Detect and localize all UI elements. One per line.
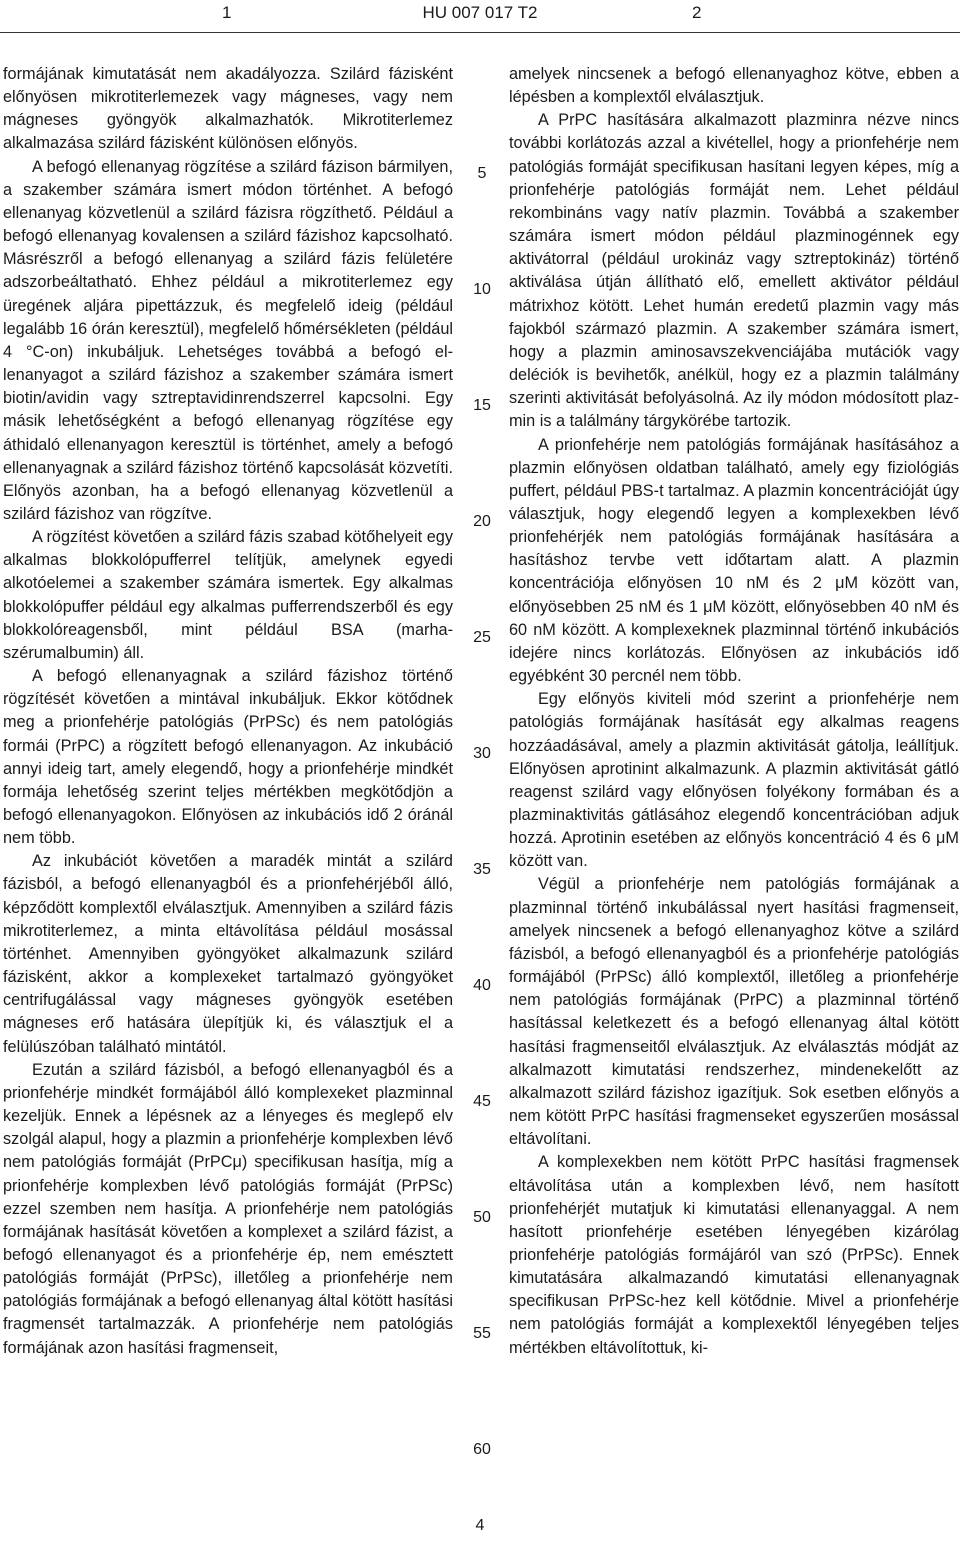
left-paragraph-1: formájának kimutatását nem akadályozza. Szilárd fázisként előnyösen mikrotiterlemezek vagy mágneses, vagy nem mágneses gyöngyök alkalmazhatók. Mikrotiterlemez alkalmazása szilárd fázisként különösen előnyös. xyxy=(3,65,453,153)
right-paragraph-3: A prionfehérje nem patológiás formájának hasításához a plazmin előnyösen oldatban található, amely egy fiziológiás puffert, például PBS-t tartalmaz. A plazmin koncentrációját úgy választjuk, hogy elegendő legyen a komplexekben lévő prionfehérjék nem patológiás formájának hasítására a hasításhoz tervbe vett időtartam alatt. A plazmin koncentrációja előnyösen 10 nM és 2 μM között van, előnyösebben 25 nM és 1 μM között, előnyösebben 40 nM és 60 nM között. A komplexeknek plazminnal történő inkubációs idejére nincs korlátozás. Előnyösen az inkubációs idő egyébként 30 percnél nem több. xyxy=(509,435,959,686)
header-doc-id: HU 007 017 T2 xyxy=(422,3,538,22)
line-number: 45 xyxy=(473,1093,491,1110)
header-page-right: 2 xyxy=(692,3,702,22)
line-number: 55 xyxy=(473,1325,491,1342)
line-number: 10 xyxy=(473,281,491,298)
left-paragraph-6: Ezután a szilárd fázisból, a befogó ellenanyagból és a prionfehérje mindkét formájából álló komplexeket plazminnal kezeljük. Ennek a lépésnek az a lényeges és meglepő elv szolgál alapul, hogy a plazmin a prionfehérje komplexben lévő nem patológiás formáját (PrPCμ) specifikusan hasítja, míg a prionfehérje komplexben lévő patológiás formáját (PrPSc) ezzel szemben nem hasítja. A prionfehérje nem patológiás formájának hasítását követően a komplexet a szilárd fázist, a befogó ellenanyagot és a prionfehérje ép, nem emésztett patológiás formáját (PrPSc), illetőleg a prionfehérje nem patológiás formájának a befogó ellenanyag által kötött hasítási fragmensét tartalmazzák. A prionfehérje nem patológiás formájának azon hasítási fragmenseit, xyxy=(3,1060,453,1357)
header-page-left: 1 xyxy=(222,3,232,22)
line-number: 60 xyxy=(473,1441,491,1458)
left-column xyxy=(3,63,453,1360)
right-column xyxy=(509,63,959,1360)
header-rule xyxy=(0,32,960,33)
left-paragraph-4: A befogó ellenanyagnak a szilárd fázishoz történő rögzítését követően a mintával inkubáljuk. Ekkor kötődnek meg a prionfehérje patológiás (PrPSc) és nem patológiás formái (PrPC) a rögzített befogó ellenanyagon. Az inkubáció annyi ideig tart, amely elegendő, hogy a prionfehérje mindkét formája lehetőség szerint teljes mértékben megkötődjön a befogó ellenanyagokon. Előnyösen az inkubációs idő 2 óránál nem több. xyxy=(3,667,453,848)
left-paragraph-2: A befogó ellenanyag rögzítése a szilárd fázison bármilyen, a szakember számára ismert módon történhet. A befogó ellenanyag közvetlenül a szilárd fázisra rögzíthető. Például a befogó ellenanyag kovalensen a szilárd fázishoz kapcsolható. Másrészről a befogó ellenanyag a szilárd fázis felületére adszorbeáltatható. Ehhez például a mikrotiterlemez egy üregének aljára pipettázzuk, és megfelelő ideig (például legalább 16 órán keresztül), megfelelő hőmérsékleten (például 4 °C-on) inkubáljuk. Lehetséges továbbá a befogó ellenanyagot a szilárd fázishoz a szakember számára ismert biotin/avidin vagy sztreptavidinrendszerrel kapcsolni. Egy másik lehetőségként a befogó ellenanyag rögzítése egy áthidaló ellenanyagon keresztül is történhet, amely a befogó ellenanyagnak a szilárd fázishoz történő kapcsolását közvetíti. Előnyös azonban, ha a befogó ellenanyag közvetlenül a szilárd fázishoz van rögzítve. xyxy=(3,157,453,523)
line-number: 40 xyxy=(473,977,491,994)
line-number: 5 xyxy=(477,165,487,182)
left-paragraph-3: A rögzítést követően a szilárd fázis szabad kötőhelyeit egy alkalmas blokkolópufferrel telítjük, amelynek egyedi alkotóelemei a szakember számára ismertek. Egy alkalmas blokkolópuffer például egy alkalmas pufferrendszerből és egy blokkolóreagensből, mint például BSA (marha-szérumalbumin) áll. xyxy=(3,528,453,662)
left-paragraph-5: Az inkubációt követően a maradék mintát a szilárd fázisból, a befogó ellenanyagból és a prionfehérjéből álló, képződött komplextől elválasztjuk. Amennyiben a szilárd fázis mikrotiterlemez, a minta eltávolítása például mosással történhet. Amennyiben gyöngyöket alkalmazunk szilárd fázisként, akkor a komplexeket tartalmazó gyöngyöket centrifugálással vagy mágneses gyöngyök esetében mágneses erő hatására ülepítjük ki, és választjuk el a felülúszóban található mintától. xyxy=(3,852,453,1056)
right-paragraph-6: A komplexekben nem kötött PrPC hasítási fragmensek eltávolítása után a komplexben lévő, nem hasított prionfehérjét mutatjuk ki kimutatási ellenanyaggal. A nem hasított prionfehérje esetében lényegében kizárólag prionfehérje patológiás formájáról van szó (PrPSc). Ennek kimutatására alkalmazandó kimutatási ellenanyagnak specifikusan PrPSc-hez kell kötődnie. Mivel a prionfehérje nem patológiás formáját a komplexektől lényegében teljes mértékben eltávolítottuk, ki- xyxy=(509,1153,959,1357)
line-number: 50 xyxy=(473,1209,491,1226)
line-number: 20 xyxy=(473,513,491,530)
right-paragraph-4: Egy előnyös kiviteli mód szerint a prionfehérje nem patológiás formájának hasítását egy alkalmas reagens hozzáadásával, amely a plazmin aktivitását gátolja, leállítjuk. Előnyösen aprotinint alkalmazunk. A plazmin aktivitását gátló reagenst szilárd vagy előnyösen folyékony formában és a plazminaktivitás gátlásához elegendő koncentrációban adjuk hozzá. Aprotinin esetében az előnyös koncentráció 4 és 6 μM között van. xyxy=(509,690,959,871)
footer-page-number: 4 xyxy=(475,1517,485,1534)
right-paragraph-5: Végül a prionfehérje nem patológiás formájának a plazminnal történő inkubálással nyert hasítási fragmenseit, amelyek nincsenek a befogó ellenanyaghoz kötve a szilárd fázisból, a befogó ellenanyagból és a prionfehérje patológiás formájából (PrPSc) álló komplextől, illetőleg a prionfehérje nem patológiás formájának (PrPC) a plazminnal történő hasítással keletkezett és a befogó ellenanyag által kötött hasítási fragmenseitől elválasztjuk. Az elválasztás módját az alkalmazott kimutatási rendszerhez, mindenekelőtt az alkalmazott szilárd fázishoz igazítjuk. Sok esetben előnyös a nem kötött PrPC hasítási fragmenseket egyszerűen mosással eltávolítani. xyxy=(509,875,959,1149)
right-paragraph-1: amelyek nincsenek a befogó ellenanyaghoz kötve, ebben a lépésben a komplextől elválasztjuk. xyxy=(509,65,959,107)
line-number: 25 xyxy=(473,629,491,646)
line-number: 15 xyxy=(473,397,491,414)
line-number: 30 xyxy=(473,745,491,762)
right-paragraph-2: A PrPC hasítására alkalmazott plazminra nézve nincs további korlátozás azzal a kivétellel, hogy a prionfehérje nem patológiás formáját specifikusan hasítani legyen képes, míg a prionfehérje patológiás formáját nem. Lehet például rekombináns vagy natív plazmin. Továbbá a szakember számára ismert módon például plazminogénnek egy aktivátorral (például urokináz vagy sztreptokináz) történő aktiválása útján állítható elő, emellett aktivátor például mátrixhoz kötött. Lehet humán eredetű plazmin vagy más fajokból származó plazmin. A szakember számára ismert, hogy a plazmin aminosavszekvenciájába mutációk vagy deléciók is bevihetők, anélkül, hogy ez a plazmin találmány szerinti aktivitását befolyásolná. Az ily módon módosított plazmin is a találmány tárgykörébe tartozik. xyxy=(509,111,959,431)
line-number: 35 xyxy=(473,861,491,878)
